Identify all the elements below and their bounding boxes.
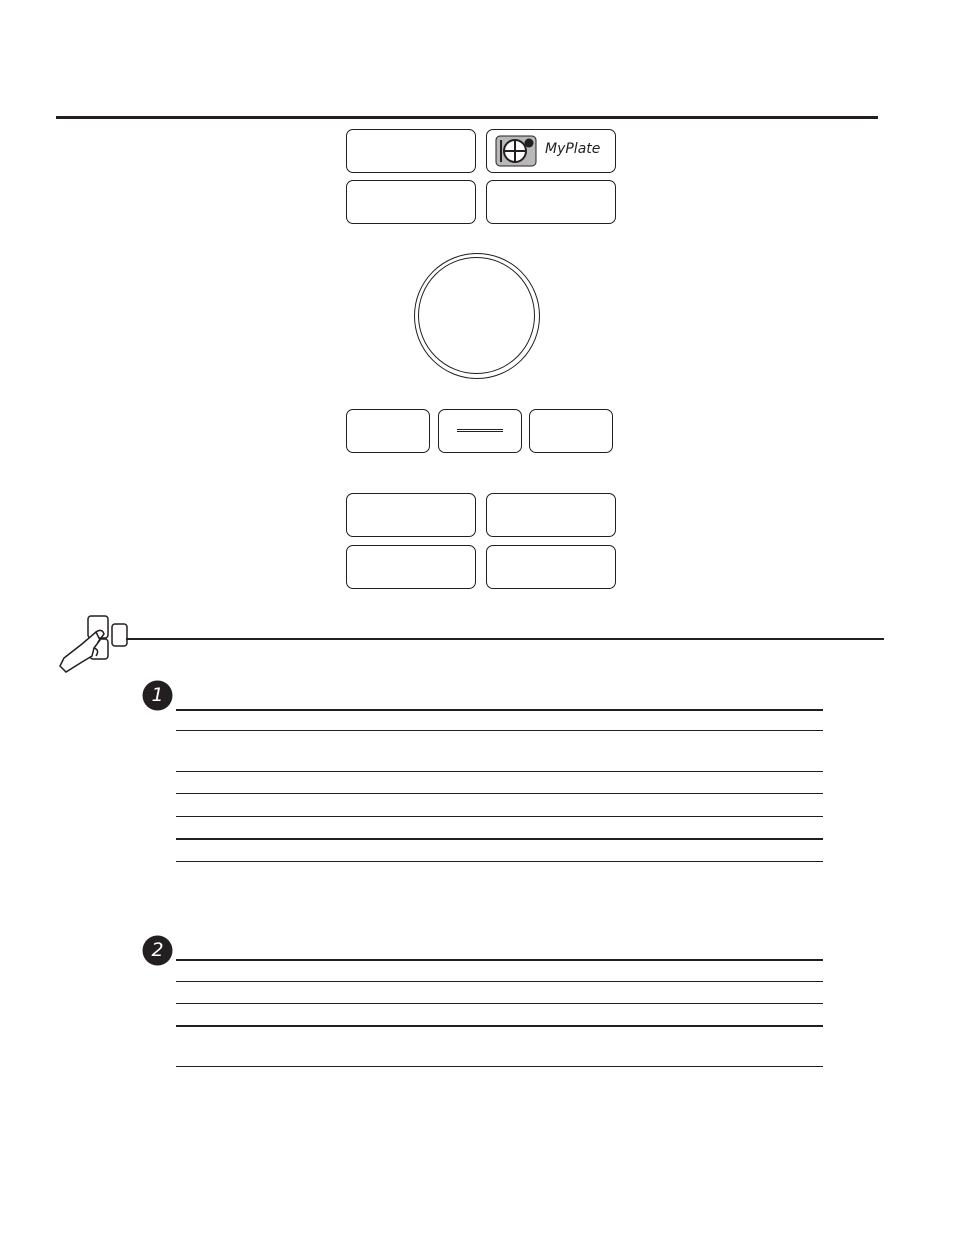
step-2-number: 2 — [151, 939, 164, 961]
control-panel-diagram — [0, 0, 954, 600]
panel-pad-row4-right[interactable] — [486, 493, 616, 537]
panel-pad-second-left[interactable] — [346, 180, 476, 224]
myplate-button[interactable] — [486, 129, 616, 173]
section-rule — [126, 638, 884, 640]
panel-pad-row3-center[interactable] — [438, 409, 522, 453]
step-1-badge-icon — [142, 680, 173, 711]
step-1-number: 1 — [151, 684, 164, 706]
step-2-rule-2 — [176, 1003, 823, 1004]
step-2-rule-1 — [176, 981, 823, 982]
panel-pad-row5-left[interactable] — [346, 545, 476, 589]
myplate-label: MyPlate — [545, 141, 601, 157]
step-1-rule-3 — [176, 793, 823, 794]
step-1-rule-2 — [176, 771, 823, 772]
step-1-rule-5 — [176, 838, 823, 840]
step-2-rule-4 — [176, 1066, 823, 1067]
panel-pad-row5-right[interactable] — [486, 545, 616, 589]
panel-pad-row3-right[interactable] — [529, 409, 613, 453]
panel-pad-row3-left[interactable] — [346, 409, 430, 453]
panel-pad-row4-left[interactable] — [346, 493, 476, 537]
panel-pad-top-left[interactable] — [346, 129, 476, 173]
hand-pressing-key-icon — [56, 612, 132, 676]
step-2-rule-0 — [176, 959, 823, 961]
step-1-rule-0 — [176, 709, 823, 711]
panel-pad-second-right[interactable] — [486, 180, 616, 224]
control-dial-inner-ring — [418, 257, 535, 374]
control-dial[interactable] — [414, 253, 540, 379]
step-1-rule-1 — [176, 730, 823, 731]
step-1-rule-4 — [176, 816, 823, 817]
step-2-badge-icon — [142, 935, 173, 966]
dash-mark — [457, 429, 503, 432]
myplate-icon — [495, 135, 537, 167]
step-2-rule-3 — [176, 1025, 823, 1027]
step-1-rule-6 — [176, 861, 823, 862]
